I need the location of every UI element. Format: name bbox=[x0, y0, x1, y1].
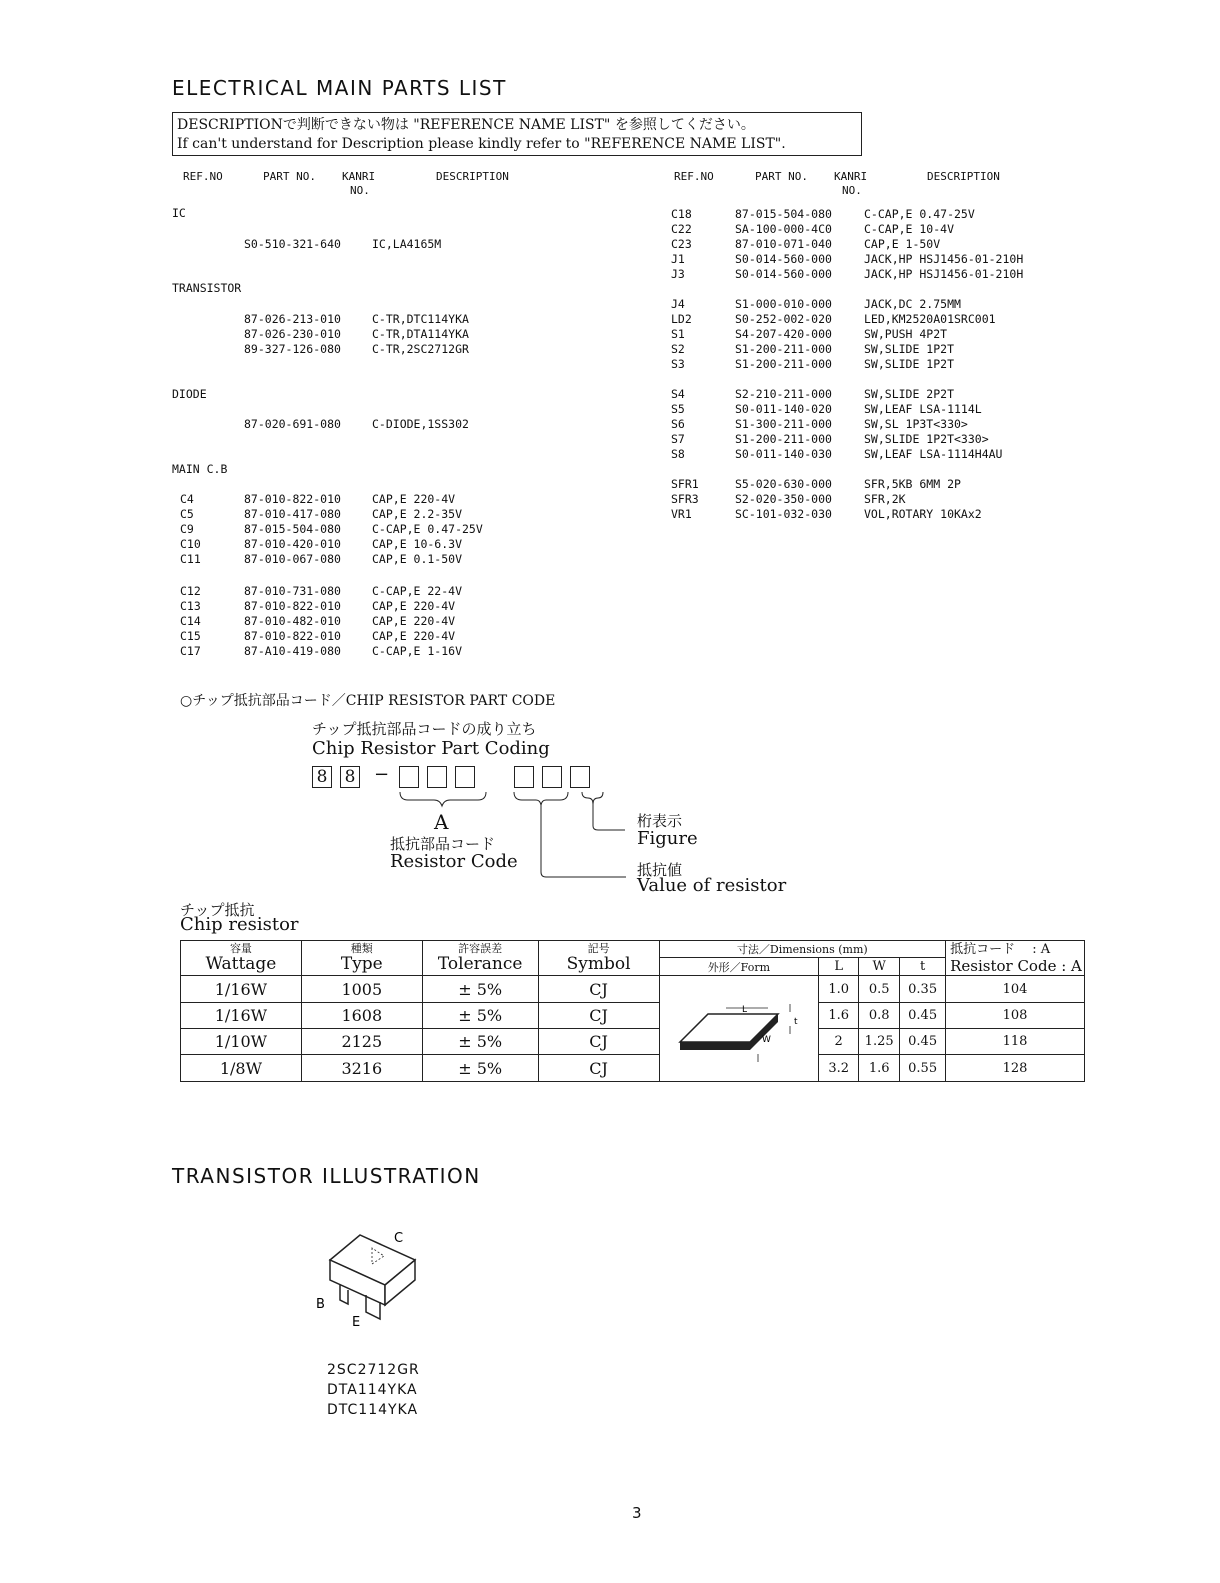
cell-ref: S4 bbox=[671, 387, 685, 401]
transistor-models bbox=[327, 1360, 420, 1420]
cell-part: S5-020-630-000 bbox=[735, 477, 832, 491]
header-part-right: PART NO. bbox=[755, 170, 808, 183]
cell-tol: ± 5% bbox=[422, 976, 538, 1003]
notice-line-jp: DESCRIPTIONで判断できない物は "REFERENCE NAME LIST" を参照してください。 bbox=[177, 117, 755, 133]
cell-ref: S2 bbox=[671, 342, 685, 356]
cell-desc: VOL,ROTARY 10KAx2 bbox=[864, 507, 982, 521]
cell-tol: ± 5% bbox=[422, 1055, 538, 1082]
cell-part: S0-014-560-000 bbox=[735, 267, 832, 281]
cell-ref: C13 bbox=[180, 599, 201, 613]
cell-desc: LED,KM2520A01SRC001 bbox=[864, 312, 996, 326]
parts-row bbox=[0, 267, 1100, 282]
cell-ref: C4 bbox=[180, 492, 194, 506]
header-ref-left: REF.NO bbox=[183, 170, 223, 183]
cell-ref: C5 bbox=[180, 507, 194, 521]
parts-row bbox=[0, 252, 1100, 267]
code-dash: − bbox=[374, 764, 390, 785]
cell-part: 87-010-731-080 bbox=[244, 584, 341, 598]
cell-desc: JACK,HP HSJ1456-01-210H bbox=[864, 267, 1024, 281]
cell-ref: J4 bbox=[671, 297, 685, 311]
cell-sym: CJ bbox=[538, 1003, 659, 1029]
cell-desc: CAP,E 0.1-50V bbox=[372, 552, 463, 566]
transistor-title: TRANSISTOR ILLUSTRATION bbox=[172, 1164, 481, 1188]
cell-wattage: 1/16W bbox=[181, 976, 302, 1003]
header-wattage: 容量 Wattage bbox=[181, 941, 302, 976]
chip-code-sub-en: Chip Resistor Part Coding bbox=[312, 738, 550, 759]
page-number: 3 bbox=[632, 1504, 642, 1522]
header-tolerance: 許容誤差 Tolerance bbox=[422, 941, 538, 976]
cell-ref: S3 bbox=[671, 357, 685, 371]
cell-ref: J3 bbox=[671, 267, 685, 281]
cell-ref: S1 bbox=[671, 327, 685, 341]
page-title: ELECTRICAL MAIN PARTS LIST bbox=[172, 76, 507, 100]
cell-type: 2125 bbox=[301, 1029, 422, 1055]
cell-part: 87-010-482-010 bbox=[244, 614, 341, 628]
cell-part: 89-327-126-080 bbox=[244, 342, 341, 356]
resistor-code-en: Resistor Code bbox=[390, 851, 518, 872]
code-a-label: A bbox=[434, 810, 449, 834]
cell-part: 87-010-067-080 bbox=[244, 552, 341, 566]
cell-desc: SW,SLIDE 1P2T bbox=[864, 357, 955, 371]
cell-ref: SFR3 bbox=[671, 492, 699, 506]
parts-row bbox=[0, 432, 1100, 447]
cell-part: S0-014-560-000 bbox=[735, 252, 832, 266]
cell-W: 0.5 bbox=[859, 976, 900, 1003]
cell-ref: SFR1 bbox=[671, 477, 699, 491]
table-row bbox=[181, 1055, 1085, 1082]
cell-ref: S5 bbox=[671, 402, 685, 416]
parts-row bbox=[0, 417, 1100, 432]
cell-desc: C-DIODE,1SS302 bbox=[372, 417, 469, 431]
cell-desc: SW,SLIDE 1P2T bbox=[864, 342, 955, 356]
chip-resistor-table bbox=[180, 940, 1085, 1082]
cell-desc: SW,PUSH 4P2T bbox=[864, 327, 948, 341]
code-digit-box: 8 bbox=[340, 766, 360, 788]
parts-row bbox=[0, 477, 1100, 492]
chip-label-t: t bbox=[794, 1017, 798, 1027]
cell-L: 2 bbox=[819, 1029, 859, 1055]
chip-label-W: W bbox=[762, 1035, 771, 1045]
table-header-row bbox=[181, 941, 1085, 958]
cell-t: 0.55 bbox=[900, 1055, 946, 1082]
cell-part: S4-207-420-000 bbox=[735, 327, 832, 341]
notice-line-en: If can't understand for Description please kindly refer to "REFERENCE NAME LIST". bbox=[177, 136, 786, 152]
cell-desc: C-TR,DTA114YKA bbox=[372, 327, 469, 341]
chip-code-sub-jp: チップ抵抗部品コードの成り立ち bbox=[312, 720, 537, 738]
header-resistor-code: 抵抗コード : A Resistor Code : A bbox=[946, 941, 1085, 976]
parts-row bbox=[0, 402, 1100, 417]
cell-ref: S6 bbox=[671, 417, 685, 431]
cell-desc: C-CAP,E 10-4V bbox=[864, 222, 955, 236]
parts-row bbox=[0, 357, 1100, 372]
cell-L: 1.6 bbox=[819, 1003, 859, 1029]
chip-table-title-en: Chip resistor bbox=[180, 914, 299, 935]
parts-row bbox=[0, 614, 620, 629]
model-name: 2SC2712GR bbox=[327, 1362, 420, 1378]
model-name: DTC114YKA bbox=[327, 1402, 419, 1418]
figure-jp: 桁表示 bbox=[637, 812, 683, 830]
notice-box bbox=[172, 112, 862, 156]
parts-row bbox=[0, 552, 620, 567]
value-jp: 抵抗値 bbox=[637, 861, 683, 879]
cell-ref: C17 bbox=[180, 644, 201, 658]
cell-part: SA-100-000-4C0 bbox=[735, 222, 832, 236]
cell-wattage: 1/8W bbox=[181, 1055, 302, 1082]
parts-row bbox=[0, 237, 1100, 252]
parts-row bbox=[0, 644, 620, 659]
cell-code: 108 bbox=[946, 1003, 1085, 1029]
cell-desc: SW,LEAF LSA-1114L bbox=[864, 402, 982, 416]
cell-W: 1.25 bbox=[859, 1029, 900, 1055]
cell-part: S0-510-321-640 bbox=[244, 237, 341, 251]
cell-part: S0-011-140-020 bbox=[735, 402, 832, 416]
cell-part: S1-200-211-000 bbox=[735, 342, 832, 356]
header-type: 種類 Type bbox=[301, 941, 422, 976]
header-t: t bbox=[900, 958, 946, 976]
section-label: MAIN C.B bbox=[172, 462, 228, 476]
parts-row bbox=[0, 207, 1100, 222]
section-label: IC bbox=[172, 206, 186, 220]
code-blank-box bbox=[570, 766, 590, 788]
cell-ref: C12 bbox=[180, 584, 201, 598]
header-kanri-left: KANRI bbox=[342, 170, 376, 183]
cell-t: 0.45 bbox=[900, 1029, 946, 1055]
cell-ref: C14 bbox=[180, 614, 201, 628]
parts-row bbox=[0, 584, 620, 599]
cell-part: 87-015-504-080 bbox=[244, 522, 341, 536]
parts-row bbox=[0, 297, 1100, 312]
resistor-code-jp: 抵抗部品コード bbox=[390, 835, 496, 853]
parts-row bbox=[0, 492, 1100, 507]
code-blank-box bbox=[542, 766, 562, 788]
cell-desc: C-CAP,E 22-4V bbox=[372, 584, 463, 598]
chip-label-L: L bbox=[742, 1005, 748, 1015]
parts-row bbox=[0, 222, 1100, 237]
cell-sym: CJ bbox=[538, 1029, 659, 1055]
cell-ref: C9 bbox=[180, 522, 194, 536]
code-blank-box bbox=[455, 766, 475, 788]
pin-e-label: E bbox=[352, 1315, 361, 1330]
table-row bbox=[181, 1003, 1085, 1029]
cell-desc: SFR,5KB 6MM 2P bbox=[864, 477, 961, 491]
table-row bbox=[181, 976, 1085, 1003]
cell-t: 0.45 bbox=[900, 1003, 946, 1029]
cell-type: 1608 bbox=[301, 1003, 422, 1029]
cell-L: 3.2 bbox=[819, 1055, 859, 1082]
cell-ref: S8 bbox=[671, 447, 685, 461]
transistor-drawing bbox=[310, 1220, 440, 1340]
cell-wattage: 1/10W bbox=[181, 1029, 302, 1055]
cell-W: 0.8 bbox=[859, 1003, 900, 1029]
cell-desc: CAP,E 220-4V bbox=[372, 492, 456, 506]
parts-row bbox=[0, 629, 620, 644]
table-row bbox=[181, 1029, 1085, 1055]
cell-desc: SW,LEAF LSA-1114H4AU bbox=[864, 447, 1003, 461]
cell-ref: LD2 bbox=[671, 312, 692, 326]
parts-row bbox=[0, 387, 1100, 402]
cell-part: 87-010-822-010 bbox=[244, 599, 341, 613]
cell-ref: C11 bbox=[180, 552, 201, 566]
chip-table-title-jp: チップ抵抗 bbox=[180, 901, 255, 919]
cell-desc: C-CAP,E 0.47-25V bbox=[864, 207, 975, 221]
cell-desc: CAP,E 10-6.3V bbox=[372, 537, 463, 551]
cell-W: 1.6 bbox=[859, 1055, 900, 1082]
header-kanri-right: KANRI bbox=[834, 170, 868, 183]
parts-row bbox=[0, 507, 1100, 522]
cell-part: 87-015-504-080 bbox=[735, 207, 832, 221]
header-W: W bbox=[859, 958, 900, 976]
cell-part: S2-020-350-000 bbox=[735, 492, 832, 506]
cell-part: S0-011-140-030 bbox=[735, 447, 832, 461]
code-blank-box bbox=[514, 766, 534, 788]
cell-ref: C10 bbox=[180, 537, 201, 551]
cell-part: 87-010-822-010 bbox=[244, 492, 341, 506]
code-blank-box bbox=[427, 766, 447, 788]
header-part-left: PART NO. bbox=[263, 170, 316, 183]
chip-code-heading: ○チップ抵抗部品コード／CHIP RESISTOR PART CODE bbox=[180, 693, 556, 709]
cell-desc: CAP,E 220-4V bbox=[372, 629, 456, 643]
cell-desc: SFR,2K bbox=[864, 492, 906, 506]
cell-L: 1.0 bbox=[819, 976, 859, 1003]
cell-part: S1-200-211-000 bbox=[735, 432, 832, 446]
cell-part: 87-020-691-080 bbox=[244, 417, 341, 431]
parts-row bbox=[0, 537, 620, 552]
cell-desc: IC,LA4165M bbox=[372, 237, 442, 251]
cell-ref: VR1 bbox=[671, 507, 692, 521]
cell-desc: JACK,DC 2.75MM bbox=[864, 297, 961, 311]
code-blank-box bbox=[399, 766, 419, 788]
cell-code: 128 bbox=[946, 1055, 1085, 1082]
header-dimensions: 寸法／Dimensions (mm) bbox=[659, 941, 946, 958]
cell-desc: C-CAP,E 1-16V bbox=[372, 644, 463, 658]
cell-part: 87-010-822-010 bbox=[244, 629, 341, 643]
cell-desc: SW,SL 1P3T<330> bbox=[864, 417, 968, 431]
chip-form-drawing bbox=[662, 992, 812, 1070]
pin-c-label: C bbox=[394, 1231, 404, 1246]
cell-ref: C18 bbox=[671, 207, 692, 221]
parts-row bbox=[0, 522, 620, 537]
value-en: Value of resistor bbox=[637, 875, 787, 896]
cell-desc: CAP,E 2.2-35V bbox=[372, 507, 463, 521]
cell-part: S0-252-002-020 bbox=[735, 312, 832, 326]
code-digit-box: 8 bbox=[312, 766, 332, 788]
cell-ref: J1 bbox=[671, 252, 685, 266]
cell-part: 87-010-420-010 bbox=[244, 537, 341, 551]
cell-part: S2-210-211-000 bbox=[735, 387, 832, 401]
cell-desc: C-CAP,E 0.47-25V bbox=[372, 522, 483, 536]
cell-ref: S7 bbox=[671, 432, 685, 446]
cell-desc: C-TR,DTC114YKA bbox=[372, 312, 469, 326]
parts-row bbox=[0, 342, 1100, 357]
cell-desc: JACK,HP HSJ1456-01-210H bbox=[864, 252, 1024, 266]
cell-ref: C22 bbox=[671, 222, 692, 236]
cell-sym: CJ bbox=[538, 1055, 659, 1082]
model-name: DTA114YKA bbox=[327, 1382, 418, 1398]
cell-tol: ± 5% bbox=[422, 1003, 538, 1029]
cell-wattage: 1/16W bbox=[181, 1003, 302, 1029]
parts-row bbox=[0, 312, 1100, 327]
cell-sym: CJ bbox=[538, 976, 659, 1003]
cell-desc: CAP,E 220-4V bbox=[372, 614, 456, 628]
cell-desc: CAP,E 220-4V bbox=[372, 599, 456, 613]
cell-part: 87-A10-419-080 bbox=[244, 644, 341, 658]
cell-type: 1005 bbox=[301, 976, 422, 1003]
cell-ref: C15 bbox=[180, 629, 201, 643]
cell-tol: ± 5% bbox=[422, 1029, 538, 1055]
header-symbol: 記号 Symbol bbox=[538, 941, 659, 976]
parts-row bbox=[0, 599, 620, 614]
pin-b-label: B bbox=[316, 1297, 325, 1312]
cell-type: 3216 bbox=[301, 1055, 422, 1082]
cell-desc: CAP,E 1-50V bbox=[864, 237, 941, 251]
cell-part: 87-010-417-080 bbox=[244, 507, 341, 521]
cell-t: 0.35 bbox=[900, 976, 946, 1003]
part-code-boxes bbox=[312, 766, 368, 788]
parts-row bbox=[0, 447, 1100, 462]
cell-desc: SW,SLIDE 1P2T<330> bbox=[864, 432, 989, 446]
header-desc-left: DESCRIPTION bbox=[436, 170, 509, 183]
cell-part: 87-026-213-010 bbox=[244, 312, 341, 326]
header-ref-right: REF.NO bbox=[674, 170, 714, 183]
cell-part: 87-026-230-010 bbox=[244, 327, 341, 341]
section-label: DIODE bbox=[172, 387, 207, 401]
figure-en: Figure bbox=[637, 828, 698, 849]
header-kanri-no-right: NO. bbox=[842, 184, 862, 197]
parts-row bbox=[0, 327, 1100, 342]
cell-code: 104 bbox=[946, 976, 1085, 1003]
cell-ref: C23 bbox=[671, 237, 692, 251]
cell-desc: C-TR,2SC2712GR bbox=[372, 342, 469, 356]
cell-part: S1-000-010-000 bbox=[735, 297, 832, 311]
cell-part: 87-010-071-040 bbox=[735, 237, 832, 251]
cell-code: 118 bbox=[946, 1029, 1085, 1055]
section-label: TRANSISTOR bbox=[172, 281, 242, 295]
header-kanri-no-left: NO. bbox=[350, 184, 370, 197]
cell-desc: SW,SLIDE 2P2T bbox=[864, 387, 955, 401]
header-desc-right: DESCRIPTION bbox=[927, 170, 1000, 183]
cell-part: S1-300-211-000 bbox=[735, 417, 832, 431]
cell-part: S1-200-211-000 bbox=[735, 357, 832, 371]
header-form: 外形／Form bbox=[659, 958, 819, 976]
cell-part: SC-101-032-030 bbox=[735, 507, 832, 521]
header-L: L bbox=[819, 958, 859, 976]
